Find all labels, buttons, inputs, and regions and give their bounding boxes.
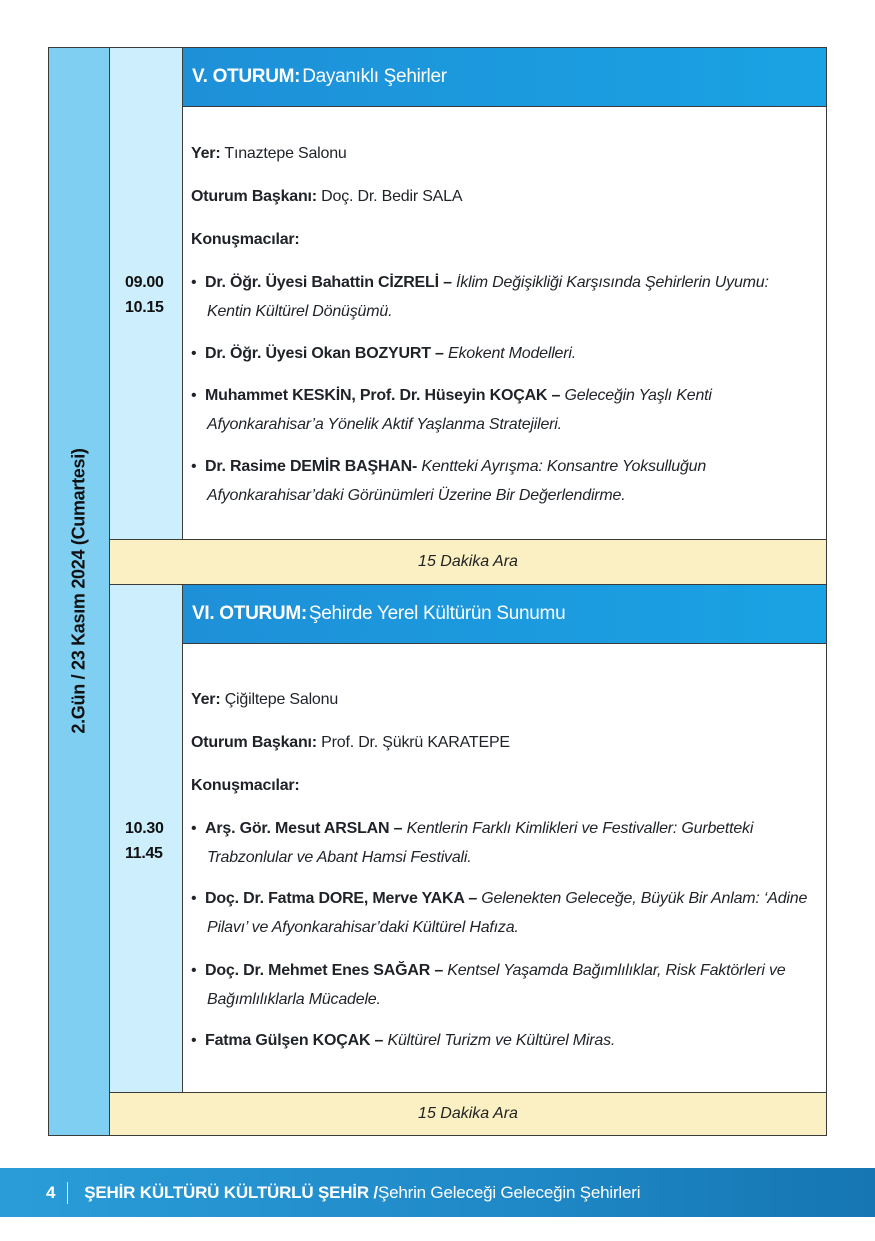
session-title-6 xyxy=(182,584,827,644)
bullet-icon: • xyxy=(191,962,197,979)
time-end: 10.15 xyxy=(125,299,164,316)
footer-divider xyxy=(67,1182,68,1204)
speaker-item: • Muhammet KESKİN, Prof. Dr. Hüseyin KOÇAK – Geleceğin Yaşlı Kenti Afyonkarahisar’a Yönelik Aktif Yaşlanma Stratejileri. xyxy=(191,381,816,439)
footer-title-rest: Şehrin Geleceği Geleceğin Şehirleri xyxy=(377,1182,641,1202)
time-slot-session-5 xyxy=(125,270,164,320)
session-theme: Şehirde Yerel Kültürün Sunumu xyxy=(308,603,566,624)
session-number: V. OTURUM: xyxy=(192,66,301,87)
bullet-icon: • xyxy=(191,458,197,475)
break-row: 15 Dakika Ara xyxy=(109,1092,827,1136)
bullet-icon: • xyxy=(191,1032,197,1049)
page-number: 4 xyxy=(46,1182,56,1202)
time-start: 09.00 xyxy=(125,274,164,291)
speaker-item: • Dr. Rasime DEMİR BAŞHAN- Kentteki Ayrışma: Konsantre Yoksulluğun Afyonkarahisar’daki Görünümleri Üzerine Bir Değerlendirme. xyxy=(191,452,816,510)
footer-title-bold: ŞEHİR KÜLTÜRÜ KÜLTÜRLÜ ŞEHİR / xyxy=(84,1182,378,1202)
session-theme: Dayanıklı Şehirler xyxy=(302,66,447,87)
time-start: 10.30 xyxy=(125,820,164,837)
break-row: 15 Dakika Ara xyxy=(109,539,827,585)
bullet-icon: • xyxy=(191,387,197,404)
speakers-heading: Konuşmacılar: xyxy=(191,231,300,248)
page-footer xyxy=(0,1168,875,1217)
speaker-item: • Dr. Öğr. Üyesi Bahattin CİZRELİ – İklim Değişikliği Karşısında Şehirlerin Uyumu: Kentin Kültürel Dönüşümü. xyxy=(191,268,816,326)
speaker-item: • Arş. Gör. Mesut ARSLAN – Kentlerin Farklı Kimlikleri ve Festivaller: Gurbetteki Trabzonlular ve Abant Hamsi Festivali. xyxy=(191,814,816,872)
session-title-5 xyxy=(182,47,827,107)
session-chair: Oturum Başkanı: Prof. Dr. Şükrü KARATEPE xyxy=(191,734,510,751)
speaker-item: • Doç. Dr. Fatma DORE, Merve YAKA – Gelenekten Geleceğe, Büyük Bir Anlam: ‘Adine Pilavı’ ve Afyonkarahisar’daki Kültürel Hafıza. xyxy=(191,884,816,942)
speaker-item: • Doç. Dr. Mehmet Enes SAĞAR – Kentsel Yaşamda Bağımlılıklar, Risk Faktörleri ve Bağımlılıklarla Mücadele. xyxy=(191,956,816,1014)
bullet-icon: • xyxy=(191,345,197,362)
session-chair: Oturum Başkanı: Doç. Dr. Bedir SALA xyxy=(191,188,463,205)
time-slot-session-6 xyxy=(125,816,164,866)
time-end: 11.45 xyxy=(125,845,163,862)
venue: Yer: Tınaztepe Salonu xyxy=(191,145,347,162)
speakers-heading: Konuşmacılar: xyxy=(191,777,300,794)
bullet-icon: • xyxy=(191,274,197,291)
bullet-icon: • xyxy=(191,890,197,907)
session-number: VI. OTURUM: xyxy=(192,603,307,624)
speaker-item: • Fatma Gülşen KOÇAK – Kültürel Turizm ve Kültürel Miras. xyxy=(191,1026,816,1055)
bullet-icon: • xyxy=(191,820,197,837)
speaker-item: • Dr. Öğr. Üyesi Okan BOZYURT – Ekokent Modelleri. xyxy=(191,339,816,368)
venue: Yer: Çiğiltepe Salonu xyxy=(191,691,339,708)
day-label: 2.Gün / 23 Kasım 2024 (Cumartesi) xyxy=(68,448,89,734)
